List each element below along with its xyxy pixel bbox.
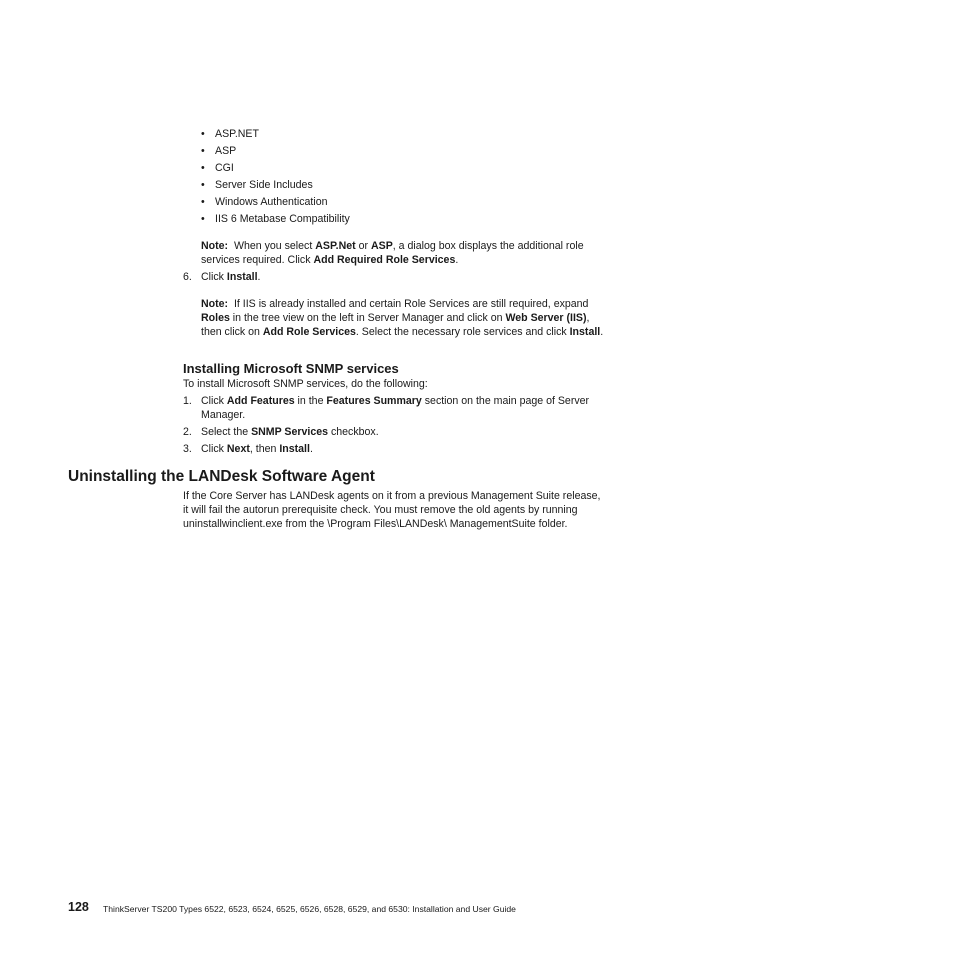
bullet-item: Windows Authentication xyxy=(215,196,328,208)
step-add-features xyxy=(201,394,611,422)
note-bold: Install xyxy=(569,326,601,338)
note-bold: Web Server (IIS) xyxy=(505,312,587,324)
bullet-item: ASP xyxy=(215,145,237,157)
step-bold: Add Features xyxy=(226,395,295,407)
note-bold: Add Role Services xyxy=(262,326,356,338)
note-bold: Add Required Role Services xyxy=(313,254,456,266)
note-text: When you select xyxy=(233,240,316,252)
step-bold: Next xyxy=(226,443,250,455)
step-text: . xyxy=(257,271,261,283)
note-text: , then click on xyxy=(201,312,590,338)
step-number: 6. xyxy=(183,271,192,283)
step-text: Select the xyxy=(201,426,252,438)
note-label: Note: xyxy=(201,298,229,310)
note-asp xyxy=(201,239,611,267)
note-text: , a dialog box displays the additional role services required. Click xyxy=(201,240,584,266)
page-number: 128 xyxy=(68,900,89,914)
note-label: Note: xyxy=(201,240,229,252)
step-text: checkbox. xyxy=(328,426,379,438)
running-footer: ThinkServer TS200 Types 6522, 6523, 6524, 6525, 6526, 6528, 6529, and 6530: Installation and User Guide xyxy=(103,904,516,914)
step-bold: Install xyxy=(279,443,310,455)
bullet-item: ASP.NET xyxy=(215,128,259,140)
step-install xyxy=(201,270,611,284)
note-text: . xyxy=(600,326,604,338)
note-text: in the tree view on the left in Server Manager and click on xyxy=(229,312,506,324)
uninstall-body: If the Core Server has LANDesk agents on it from a previous Management Suite release, it will fail the autorun prerequisite check. You must remove the old agents by running uninstallwinclient.exe from the \Program Files\LANDesk\ ManagementSuite folder. xyxy=(183,490,601,530)
step-text: Click xyxy=(201,271,227,283)
step-bold: Install xyxy=(226,271,258,283)
note-bold: Roles xyxy=(201,312,230,324)
bullet-mark: • xyxy=(201,213,205,225)
step-bold: SNMP Services xyxy=(251,426,329,438)
step-text: Click xyxy=(201,395,227,407)
section-heading-uninstall: Uninstalling the LANDesk Software Agent xyxy=(68,468,375,485)
step-text: in the xyxy=(294,395,327,407)
step-number: 3. xyxy=(183,443,192,455)
bullet-mark: • xyxy=(201,162,205,174)
note-bold: ASP xyxy=(370,240,393,252)
step-next-install xyxy=(201,442,611,456)
note-text: . Select the necessary role services and click xyxy=(355,326,570,338)
bullet-item: Server Side Includes xyxy=(215,179,313,191)
bullet-mark: • xyxy=(201,196,205,208)
step-text: Click xyxy=(201,443,227,455)
bullet-mark: • xyxy=(201,179,205,191)
bullet-item: IIS 6 Metabase Compatibility xyxy=(215,213,350,225)
snmp-intro: To install Microsoft SNMP services, do the following: xyxy=(183,378,428,390)
step-bold: Features Summary xyxy=(326,395,422,407)
step-number: 1. xyxy=(183,395,192,407)
section-heading-snmp: Installing Microsoft SNMP services xyxy=(183,361,399,376)
step-text: . xyxy=(309,443,313,455)
step-text: , then xyxy=(249,443,280,455)
step-select-snmp xyxy=(201,425,611,439)
note-bold: ASP.Net xyxy=(315,240,356,252)
step-number: 2. xyxy=(183,426,192,438)
note-text: . xyxy=(455,254,459,266)
note-text: If IIS is already installed and certain Role Services are still required, expand xyxy=(233,298,589,310)
note-text: or xyxy=(355,240,371,252)
step-text: section on the main page of Server Manager. xyxy=(201,395,590,421)
note-iis xyxy=(201,297,611,339)
bullet-mark: • xyxy=(201,145,205,157)
bullet-mark: • xyxy=(201,128,205,140)
bullet-item: CGI xyxy=(215,162,234,174)
